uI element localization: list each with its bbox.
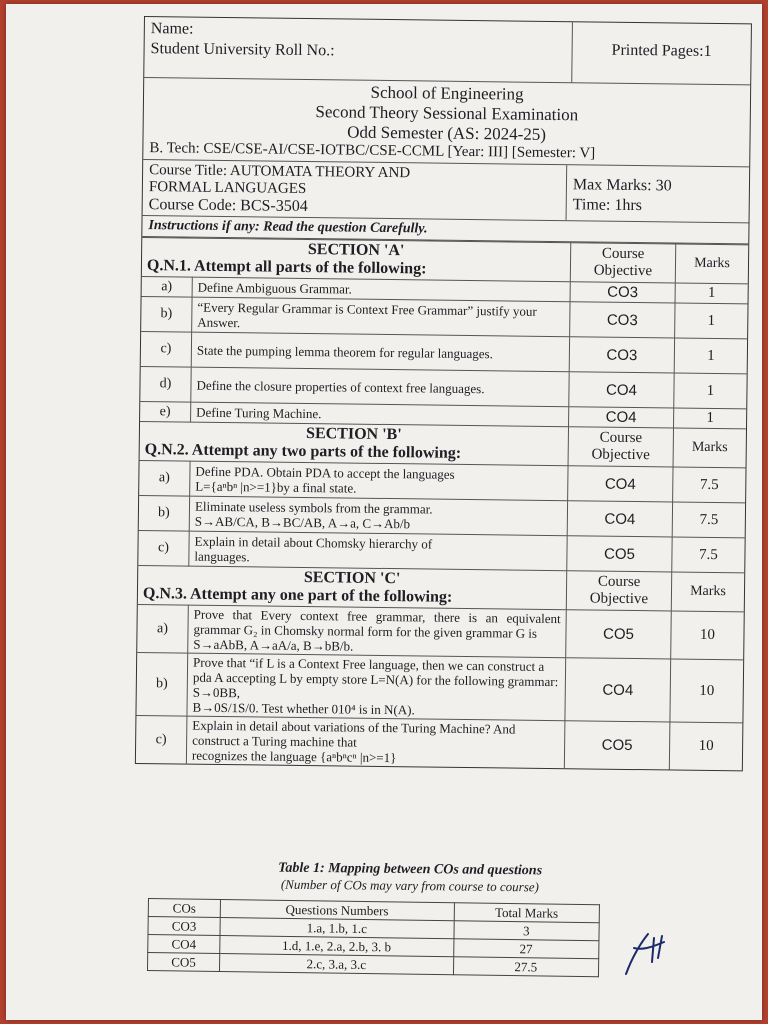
- section-a-title: SECTION 'A': [307, 241, 405, 260]
- q-marks: 1: [674, 408, 747, 429]
- mapping-total: 27: [453, 939, 599, 959]
- section-c-title: SECTION 'C': [303, 568, 401, 588]
- course-head-c: Course: [597, 573, 641, 591]
- q-text: Define Ambiguous Grammar.: [192, 277, 570, 302]
- q-label: a): [142, 276, 193, 297]
- q-text: Prove that Every context free grammar, there is an equivalent grammar G₂ in Chomsky normal form for the given grammar G is: [193, 606, 561, 641]
- mapping-questions: 1.d, 1.e, 2.a, 2.b, 3. b: [220, 936, 454, 957]
- name-row: [144, 17, 751, 85]
- q-co: CO3: [570, 282, 675, 303]
- q-label: b): [139, 495, 190, 531]
- q-label: b): [141, 296, 192, 332]
- q-co: CO4: [569, 372, 674, 408]
- caption-title: Table 1: Mapping between COs and questions: [278, 860, 543, 879]
- q-text: Define Turing Machine.: [191, 402, 569, 427]
- q-text: “Every Regular Grammar is Context Free Grammar” justify your Answer.: [192, 297, 570, 337]
- mapping-co: CO5: [147, 953, 219, 972]
- roll-label: Student University Roll No.:: [150, 40, 335, 60]
- mapping-co: CO3: [148, 917, 220, 936]
- q-marks: 7.5: [672, 502, 745, 538]
- q-marks: 7.5: [672, 537, 745, 573]
- header-cos: COs: [148, 899, 220, 918]
- name-label: Name:: [150, 20, 194, 38]
- q-co: CO4: [568, 466, 673, 502]
- q-co: CO5: [566, 610, 672, 659]
- table-caption: [200, 860, 620, 896]
- caption-note: (Number of COs may vary from course to course): [280, 876, 540, 895]
- mapping-questions: 1.a, 1.b, 1.c: [220, 918, 454, 939]
- course-row: [143, 160, 750, 223]
- mapping-questions: 2.c, 3.a, 3.c: [219, 954, 453, 975]
- exam-time: Time: 1hrs: [572, 196, 643, 215]
- q-co: CO4: [565, 658, 671, 722]
- q-co: CO4: [569, 407, 674, 428]
- q-text-2: languages.: [194, 548, 250, 565]
- q-text-2: S→AB/CA, B→BC/AB, A→a, C→Ab/b: [194, 513, 411, 532]
- question-row: [137, 604, 744, 659]
- q-co: CO5: [567, 536, 672, 572]
- question-row: [136, 715, 743, 770]
- q-co: CO3: [570, 302, 675, 338]
- q-marks: 1: [675, 303, 748, 339]
- mapping-total: 3: [453, 921, 599, 941]
- section-c-heading: Q.N.3. Attempt any one part of the following:: [142, 585, 453, 606]
- q-label: b): [136, 652, 187, 716]
- q-marks: 1: [674, 373, 747, 409]
- program-line: B. Tech: CSE/CSE-AI/CSE-IOTBC/CSE-CCML [Year: III] [Semester: V]: [149, 140, 596, 162]
- q-text-2: S→aAbB, A→aA/a, B→bB/b.: [193, 636, 354, 654]
- exam-sheet: [135, 16, 752, 771]
- q-text-2: recognizes the language {aⁿbⁿcⁿ |n>=1}: [191, 747, 397, 766]
- q-label: a): [139, 460, 190, 496]
- q-text: Define the closure properties of context free languages.: [191, 367, 569, 407]
- exam-name: Second Theory Sessional Examination: [315, 102, 579, 125]
- section-b-heading: Q.N.2. Attempt any two parts of the following:: [144, 441, 462, 462]
- q-label: d): [140, 366, 191, 402]
- section-a-heading: Q.N.1. Attempt all parts of the following:: [146, 257, 427, 278]
- course-head-a: Course: [601, 245, 645, 263]
- q-text-2: L={aⁿbⁿ |n>=1}by a final state.: [195, 478, 357, 496]
- max-marks: Max Marks: 30: [572, 176, 672, 195]
- signature-mark-icon: [618, 928, 678, 978]
- school-block: [143, 78, 750, 167]
- question-row: [136, 652, 743, 722]
- q-text: Eliminate useless symbols from the grammar.: [194, 498, 433, 517]
- section-b-title: SECTION 'B': [306, 425, 402, 444]
- q-label: e): [140, 401, 191, 422]
- q-marks: 1: [675, 283, 748, 304]
- course-code: Course Code: BCS-3504: [148, 196, 308, 216]
- q-text: Prove that “if L is a Context Free language, then we can construct a pda A accepting L by empty store L=N(A) for the following grammar: S→0BB,: [192, 654, 559, 701]
- mapping-co: CO4: [148, 935, 220, 954]
- q-co: CO5: [564, 721, 670, 770]
- q-marks: 7.5: [673, 467, 746, 503]
- q-label: c): [136, 715, 187, 763]
- marks-head-b: Marks: [673, 428, 746, 468]
- q-label: c): [141, 331, 192, 367]
- q-marks: 10: [669, 722, 742, 770]
- q-marks: 10: [670, 659, 743, 723]
- marks-head-a: Marks: [675, 244, 748, 284]
- header-total-marks: Total Marks: [454, 903, 600, 923]
- objective-head-c: Objective: [589, 590, 649, 608]
- course-title-1: Course Title: AUTOMATA THEORY AND: [149, 162, 411, 182]
- q-text: State the pumping lemma theorem for regular languages.: [191, 332, 569, 372]
- instructions: Instructions if any: Read the question Carefully.: [148, 218, 428, 237]
- q-text: Define PDA. Obtain PDA to accept the languages: [195, 463, 455, 482]
- q-text-2: B→0S/1S/0. Test whether 010⁴ is in N(A).: [192, 699, 415, 718]
- q-marks: 10: [671, 611, 744, 660]
- q-co: CO4: [567, 501, 672, 537]
- objective-head-a: Objective: [593, 262, 653, 280]
- semester-line: Odd Semester (AS: 2024-25): [347, 122, 547, 144]
- marks-head-c: Marks: [671, 572, 744, 612]
- header-questions: Questions Numbers: [220, 900, 454, 921]
- co-mapping-table: [147, 898, 600, 977]
- school-name: School of Engineering: [370, 82, 524, 104]
- course-head-b: Course: [599, 429, 643, 447]
- q-co: CO3: [569, 337, 674, 373]
- q-label: a): [137, 604, 188, 653]
- q-text: Explain in detail about variations of the Turing Machine? And construct a Turing machine that: [192, 717, 516, 750]
- q-label: c): [138, 530, 189, 566]
- q-text: Explain in detail about Chomsky hierarchy of: [194, 533, 433, 552]
- mapping-total: 27.5: [453, 957, 599, 977]
- q-marks: 1: [674, 338, 747, 374]
- printed-pages: Printed Pages:1: [611, 41, 712, 60]
- objective-head-b: Objective: [591, 446, 650, 464]
- section-a-table: [136, 237, 748, 770]
- course-title-2: FORMAL LANGUAGES: [148, 179, 307, 197]
